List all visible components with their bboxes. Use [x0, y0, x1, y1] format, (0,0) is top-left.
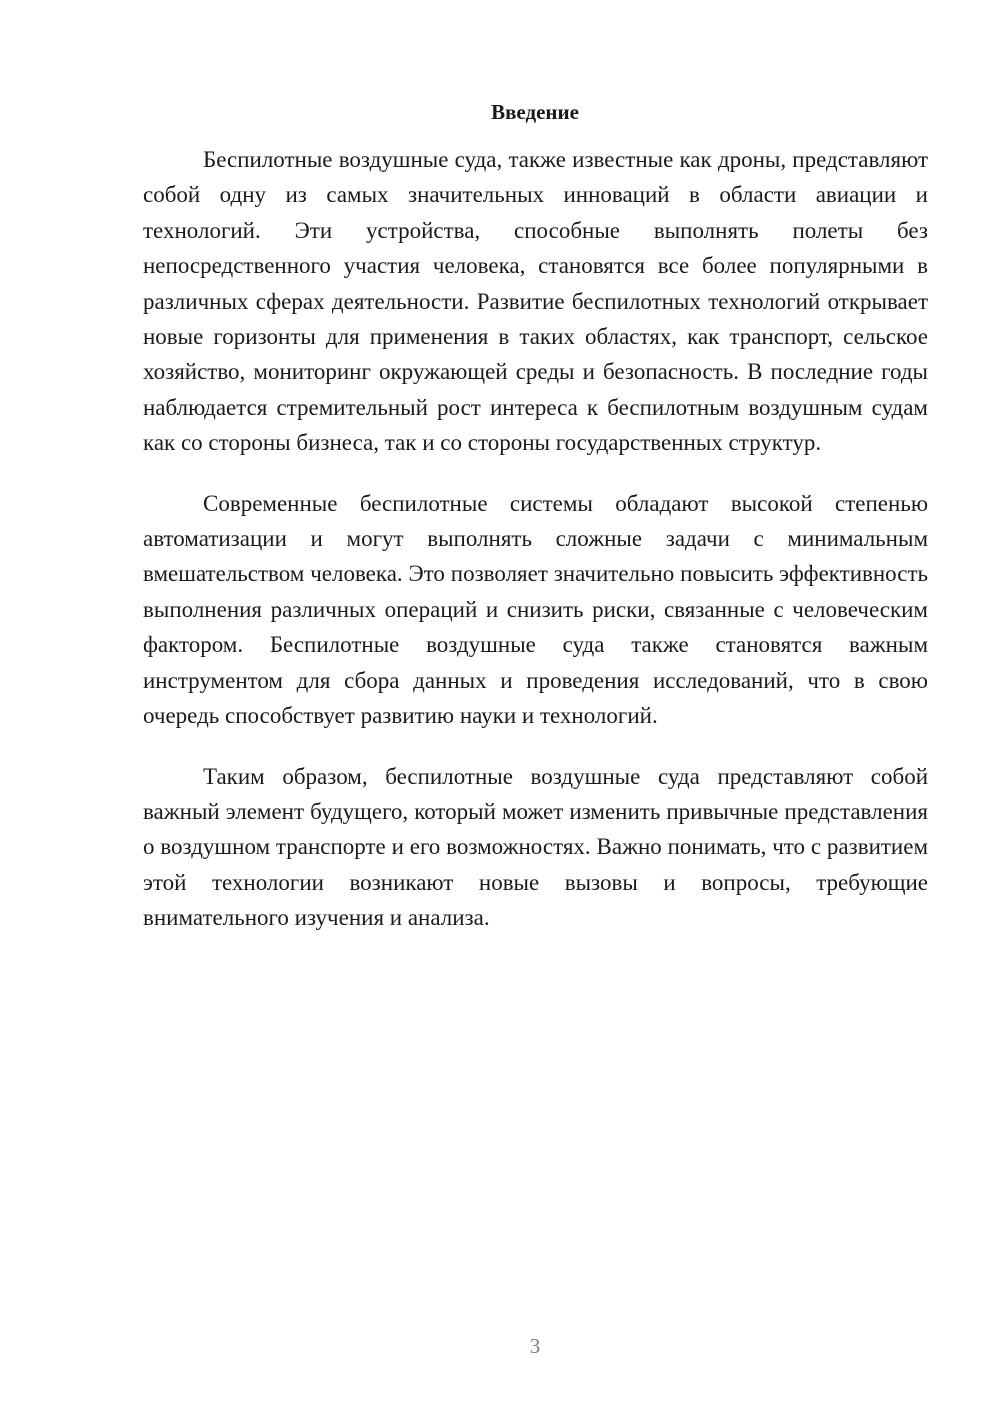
body-text — [143, 142, 928, 961]
paragraph-3: Таким образом, беспилотные воздушные суда представляют собой важный элемент будущего, который может изменить привычные представления о воздушном транспорте и его возможностях. Важно понимать, что с развитием этой технологии возникают новые вызовы и вопросы, требующие внимательного изучения и анализа. — [143, 763, 928, 931]
page-number: 3 — [529, 1334, 541, 1358]
paragraph-2: Современные беспилотные системы обладают высокой степенью автоматизации и могут выполнять сложные задачи с минимальным вмешательством человека. Это позволяет значительно повысить эффективность выполнения различных операций и снизить риски, связанные с человеческим фактором. Беспилотные воздушные суда также становятся важным инструментом для сбора данных и проведения исследований, что в свою очередь способствует развитию науки и технологий. — [143, 490, 928, 729]
paragraph-1: Беспилотные воздушные суда, также известные как дроны, представляют собой одну из самых значительных инноваций в области авиации и технологий. Эти устройства, способные выполнять полеты без непосредственного участия человека, становятся все более популярными в различных сферах деятельности. Развитие беспилотных технологий открывает новые горизонты для применения в таких областях, как транспорт, сельское хозяйство, мониторинг окружающей среды и безопасность. В последние годы наблюдается стремительный рост интереса к беспилотным воздушным судам как со стороны бизнеса, так и со стороны государственных структур. — [143, 147, 928, 456]
section-title: Введение — [491, 100, 579, 124]
